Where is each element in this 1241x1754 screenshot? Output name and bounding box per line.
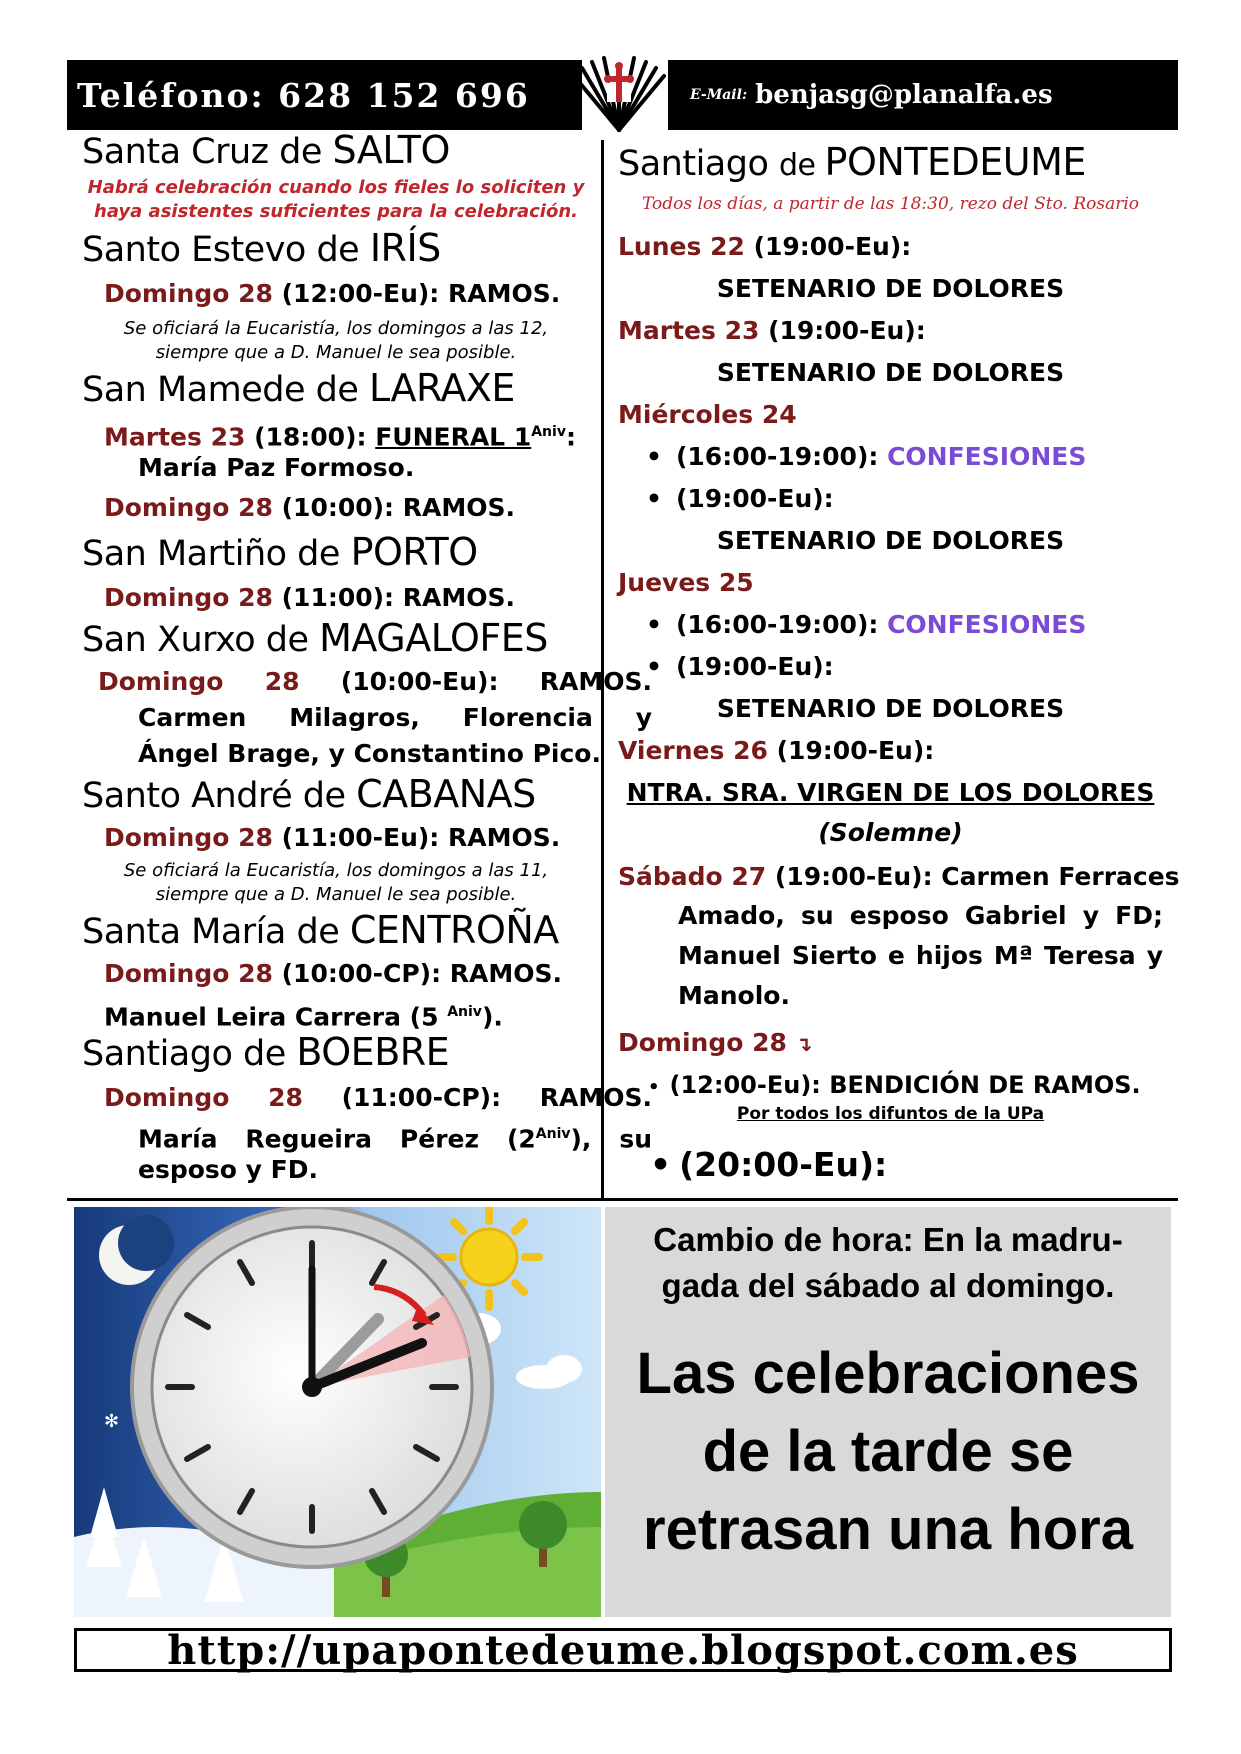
martes-event: SETENARIO DE DOLORES xyxy=(716,358,1065,387)
blog-url-text[interactable]: http://upapontedeume.blogspot.com.es xyxy=(167,1626,1079,1674)
notice-main-1: Las celebraciones xyxy=(636,1341,1140,1406)
parish-title-porto: San Martiño de PORTO xyxy=(82,530,478,574)
iris-note-2: siempre que a D. Manuel le sea posible. xyxy=(155,342,517,363)
cabanas-note-2: siempre que a D. Manuel le sea posible. xyxy=(155,884,517,905)
time-change-clock-illustration xyxy=(74,1207,601,1617)
laraxe-funeral: Martes 23 (18:00): FUNERAL $1^{Aniv}$: xyxy=(104,422,576,452)
notice-subtitle xyxy=(605,1217,1171,1309)
jueves-event: SETENARIO DE DOLORES xyxy=(716,694,1065,723)
miercoles-event: SETENARIO DE DOLORES xyxy=(716,526,1065,555)
jueves-line: Jueves 25 xyxy=(618,568,754,597)
parish-title-iris: Santo Estevo de IRÍS xyxy=(82,226,441,270)
sabado-line: Sábado 27 (19:00-Eu): Carmen Ferraces xyxy=(618,862,1180,891)
parish-title-pontedeume: Santiago de PONTEDEUME xyxy=(618,140,1086,184)
phone-text: Teléfono: 628 152 696 xyxy=(77,75,530,115)
domingo-ramos: • (12:00-Eu): BENDICIÓN DE RAMOS. xyxy=(648,1071,1141,1099)
iris-note-1: Se oficiará la Eucaristía, los domingos a las 12, xyxy=(123,318,549,339)
magalofes-line-2: Carmen Milagros, Florencia y xyxy=(138,703,652,732)
scallop-cross-emblem-icon xyxy=(566,56,672,136)
notice-main-2: de la tarde se xyxy=(702,1419,1074,1484)
jueves-mass: • (19:00-Eu): xyxy=(618,646,1191,688)
parish-title-salto: Santa Cruz de SALTO xyxy=(82,128,450,172)
miercoles-confesiones: • (16:00-19:00): CONFESIONES xyxy=(618,436,1191,478)
magalofes-line-3: Ángel Brage, y Constantino Pico. xyxy=(138,739,601,768)
salto-note-2: haya asistentes suficientes para la celebración. xyxy=(94,201,578,222)
lunes-line: Lunes 22 (19:00-Eu): xyxy=(618,232,912,261)
boebre-intention: María Regueira Pérez $(2^{Aniv})$, su xyxy=(138,1124,652,1154)
porto-ramos: Domingo 28 (11:00): RAMOS. xyxy=(104,583,515,612)
parish-title-cabanas: Santo André de CABANAS xyxy=(82,772,536,816)
domingo-evening-mass: • (20:00-Eu): xyxy=(650,1145,888,1184)
email-banner xyxy=(668,60,1178,130)
domingo-line: Domingo 28 ↴ xyxy=(618,1028,813,1057)
section-divider xyxy=(67,1198,1178,1201)
rosary-note: Todos los días, a partir de las 18:30, rezo del Sto. Rosario xyxy=(641,194,1140,214)
martes-line: Martes 23 (19:00-Eu): xyxy=(618,316,926,345)
magalofes-ramos: Domingo 28 (10:00-Eu): RAMOS. xyxy=(98,667,652,696)
viernes-event: NTRA. SRA. VIRGEN DE LOS DOLORES xyxy=(626,778,1155,807)
salto-note-1: Habrá celebración cuando los fieles lo soliciten y xyxy=(87,177,585,198)
notice-headline xyxy=(605,1335,1171,1569)
notice-line-2: gada del sábado al domingo. xyxy=(661,1267,1115,1304)
parish-title-magalofes: San Xurxo de MAGALOFES xyxy=(82,616,548,660)
viernes-note: (Solemne) xyxy=(818,818,963,847)
cabanas-ramos: Domingo 28 (11:00-Eu): RAMOS. xyxy=(104,823,561,852)
svg-text:✻: ✻ xyxy=(104,1411,120,1432)
sabado-line-3: Manuel Sierto e hijos Mª Teresa y xyxy=(678,941,1163,970)
centrona-ramos: Domingo 28 (10:00-CP): RAMOS. xyxy=(104,959,563,988)
cabanas-note-1: Se oficiará la Eucaristía, los domingos a las 11, xyxy=(123,860,549,881)
sabado-line-4: Manolo. xyxy=(678,981,790,1010)
jueves-confesiones: • (16:00-19:00): CONFESIONES xyxy=(618,604,1191,646)
lunes-event: SETENARIO DE DOLORES xyxy=(716,274,1065,303)
iris-mass: Domingo 28 (12:00-Eu): RAMOS. xyxy=(104,279,561,308)
parish-title-centrona: Santa María de CENTROÑA xyxy=(82,908,559,952)
parish-title-boebre: Santiago de BOEBRE xyxy=(82,1030,450,1074)
miercoles-line: Miércoles 24 xyxy=(618,400,797,429)
email-label: E-Mail: xyxy=(690,87,748,103)
blog-url-link[interactable] xyxy=(74,1628,1172,1672)
boebre-line-3: esposo y FD. xyxy=(138,1155,318,1184)
sabado-line-2: Amado, su esposo Gabriel y FD; xyxy=(678,901,1163,930)
miercoles-mass: • (19:00-Eu): xyxy=(618,478,1191,520)
parish-title-laraxe: San Mamede de LARAXE xyxy=(82,366,515,410)
notice-main-3: retrasan una hora xyxy=(643,1497,1133,1562)
centrona-intention: Manuel Leira Carrera (5 $^{Aniv}$). xyxy=(104,1002,503,1032)
notice-line-1: Cambio de hora: En la madru- xyxy=(653,1221,1123,1258)
viernes-line: Viernes 26 (19:00-Eu): xyxy=(618,736,935,765)
laraxe-name: María Paz Formoso. xyxy=(138,453,415,482)
domingo-intention: Por todos los difuntos de la UPa xyxy=(736,1104,1045,1124)
phone-banner xyxy=(67,60,582,130)
boebre-ramos: Domingo 28 (11:00-CP): RAMOS. xyxy=(104,1083,652,1112)
laraxe-ramos: Domingo 28 (10:00): RAMOS. xyxy=(104,493,515,522)
email-text: benjasg@planalfa.es xyxy=(755,80,1053,110)
